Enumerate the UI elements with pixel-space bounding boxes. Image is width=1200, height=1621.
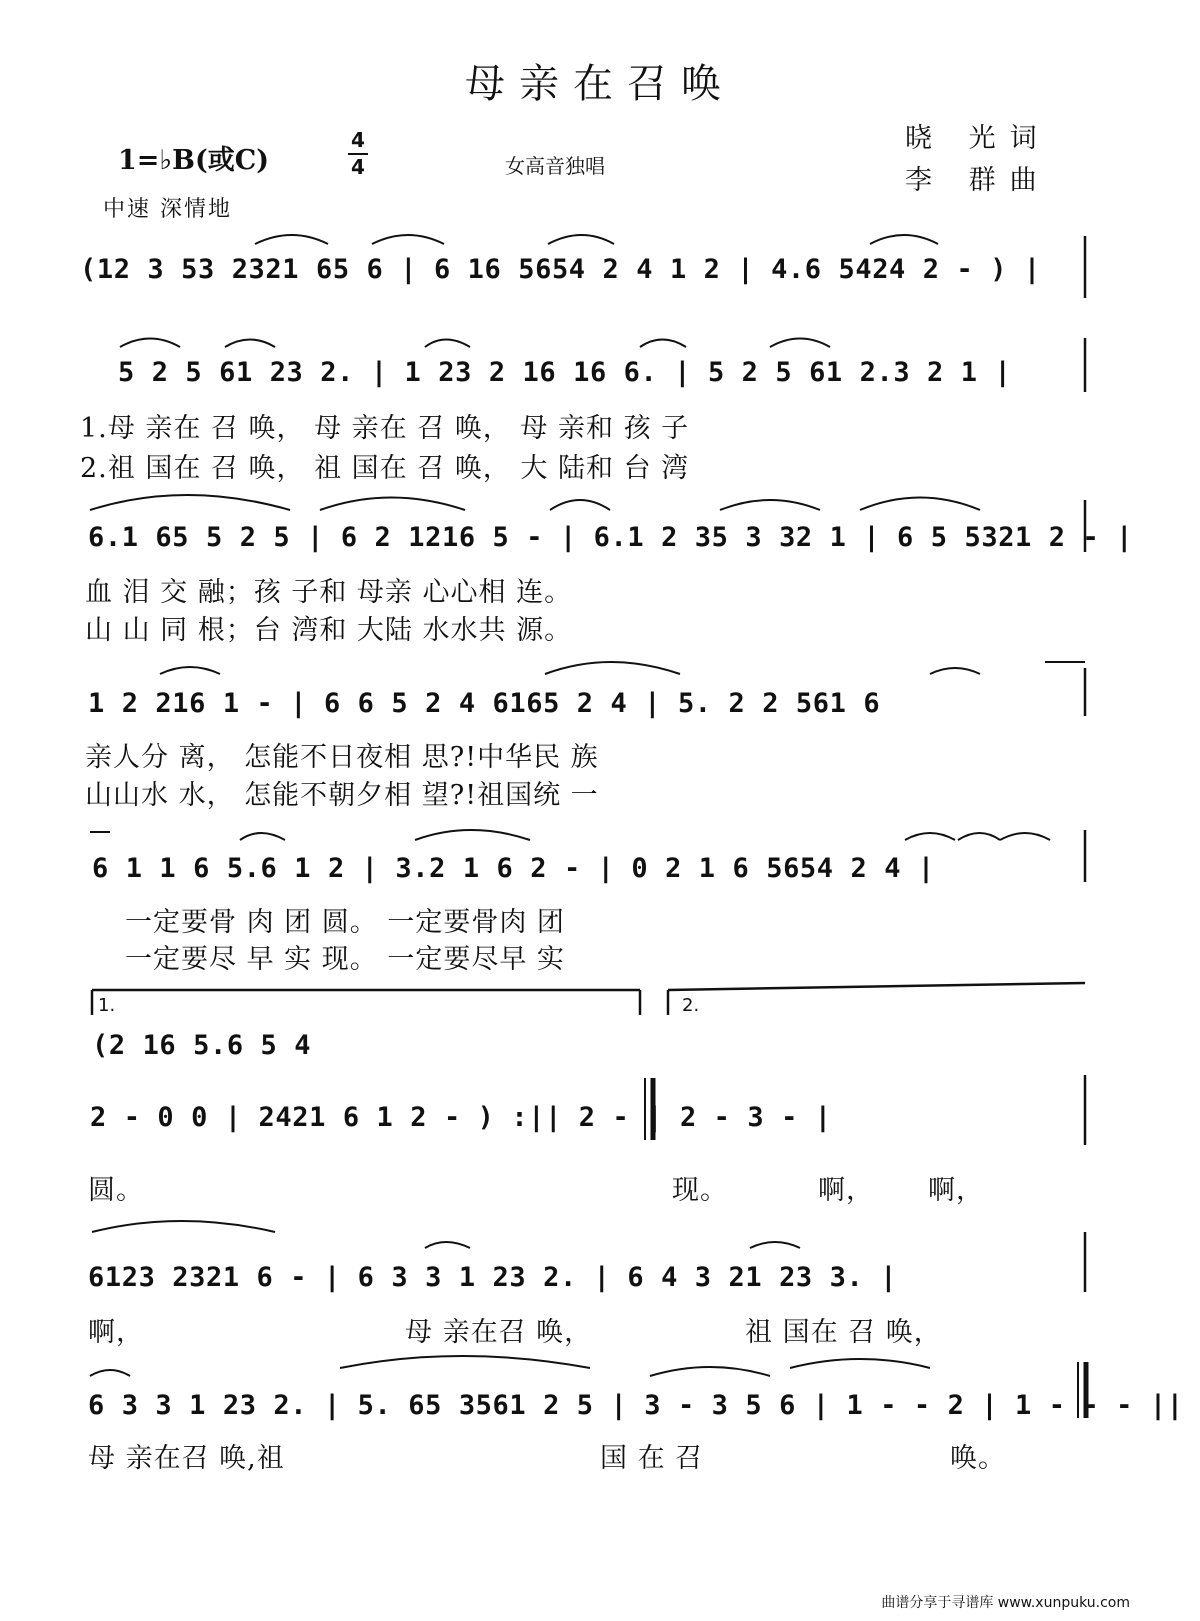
notation-row-5: 6 1 1 6 5.6 1 2 | 3.2 1 6 2 - | 0 2 1 6 5654 2 4 |	[92, 853, 935, 884]
lyric-row-7-b: 母 亲在召 唤，	[405, 1317, 593, 1348]
time-signature-top: 4	[351, 128, 365, 152]
lyric-row-2-verse-1: 1.母 亲在 召 唤， 母 亲在 召 唤， 母 亲和 孩 子	[80, 413, 690, 444]
lyric-row-3-verse-1: 血 泪 交 融；孩 子和 母亲 心心相 连。	[85, 577, 573, 608]
slur	[340, 1356, 590, 1368]
slur	[415, 830, 530, 840]
notation-row-6-upper: (2 16 5.6 5 4	[92, 1030, 312, 1061]
volta-2-label: 2.	[682, 995, 700, 1016]
lyric-row-8-c: 唤。	[950, 1443, 1006, 1474]
slur	[650, 1367, 770, 1376]
notation-row-1: (12 3 53 2321 65 6 | 6 16 5654 2 4 1 2 | 4.6 5424 2 - ) |	[80, 254, 1041, 285]
notation-row-2: 5 2 5 61 23 2. | 1 23 2 16 16 6. | 5 2 5 61 2.3 2 1 |	[118, 357, 1012, 388]
time-signature-bottom: 4	[351, 155, 365, 179]
volta-2-bracket	[668, 983, 1085, 990]
slur	[860, 498, 980, 511]
slur	[160, 667, 220, 674]
slur	[1000, 833, 1050, 840]
slur	[120, 339, 180, 348]
lyric-row-6-c: 啊，	[818, 1175, 874, 1206]
notation-row-3: 6.1 65 5 2 5 | 6 2 1216 5 - | 6.1 2 35 3 32 1 | 6 5 5321 2 - |	[88, 522, 1134, 553]
footer-watermark: 曲谱分享于寻谱库 www.xunpuku.com	[881, 1595, 1130, 1611]
lyricist-credit: 晓 光词	[905, 123, 1051, 154]
volta-1-label: 1.	[98, 995, 116, 1016]
slur	[240, 833, 285, 840]
lyric-row-6-b: 现。	[672, 1175, 728, 1206]
lyric-row-3-verse-2: 山 山 同 根；台 湾和 大陆 水水共 源。	[85, 615, 573, 646]
slur	[90, 495, 290, 510]
slur	[92, 1221, 275, 1232]
tempo-marking: 中速 深情地	[103, 197, 232, 222]
slur	[790, 1359, 930, 1368]
slur	[372, 235, 444, 244]
slur	[545, 662, 680, 674]
slur	[750, 1242, 800, 1248]
slur	[550, 500, 610, 510]
lyric-row-7-a: 啊，	[88, 1317, 144, 1348]
lyric-row-5-verse-1: 一定要骨 肉 团 圆。 一定要骨肉 团	[125, 907, 565, 938]
slur	[255, 235, 328, 244]
slur	[870, 235, 938, 244]
notation-row-7: 6123 2321 6 - | 6 3 3 1 23 2. | 6 4 3 21 23 3. |	[88, 1262, 898, 1293]
lyric-row-6-d: 啊，	[928, 1175, 984, 1206]
slur	[640, 340, 686, 348]
notation-row-6: 2 - 0 0 | 2421 6 1 2 - ) :|| 2 - | 2 - 3 - |	[90, 1102, 832, 1133]
slur	[425, 340, 470, 348]
slur	[958, 833, 1000, 840]
lyric-row-6-a: 圆。	[88, 1175, 144, 1206]
lyric-row-5-verse-2: 一定要尽 早 实 现。 一定要尽早 实	[125, 944, 565, 975]
song-title: 母亲在召唤	[465, 61, 735, 107]
notation-row-4: 1 2 216 1 - | 6 6 5 2 4 6165 2 4 | 5. 2 2 561 6	[88, 688, 881, 719]
slur	[770, 339, 830, 348]
lyric-row-8-a: 母 亲在召 唤,祖	[88, 1443, 285, 1474]
slur	[425, 1242, 470, 1248]
lyric-row-7-c: 祖 国在 召 唤，	[745, 1317, 942, 1348]
slur	[720, 500, 820, 510]
slur	[225, 340, 275, 348]
slur	[905, 833, 955, 840]
voice-type: 女高音独唱	[505, 154, 605, 178]
slur	[90, 1370, 130, 1376]
slur	[548, 235, 614, 244]
slur	[320, 498, 465, 511]
lyric-row-4-verse-1: 亲人分 离， 怎能不日夜相 思?!中华民 族	[85, 742, 599, 773]
notation-row-8: 6 3 3 1 23 2. | 5. 65 3561 2 5 | 3 - 3 5 6 | 1 - - 2 | 1 - - - ||	[88, 1390, 1184, 1421]
lyric-row-8-b: 国 在 召	[600, 1443, 704, 1474]
composer-credit: 李 群曲	[905, 165, 1051, 196]
lyric-row-4-verse-2: 山山水 水， 怎能不朝夕相 望?!祖国统 一	[85, 780, 599, 811]
slur	[930, 668, 980, 674]
lyric-row-2-verse-2: 2.祖 国在 召 唤， 祖 国在 召 唤， 大 陆和 台 湾	[80, 453, 690, 484]
key-signature: 1=♭B(或C)	[118, 145, 270, 176]
